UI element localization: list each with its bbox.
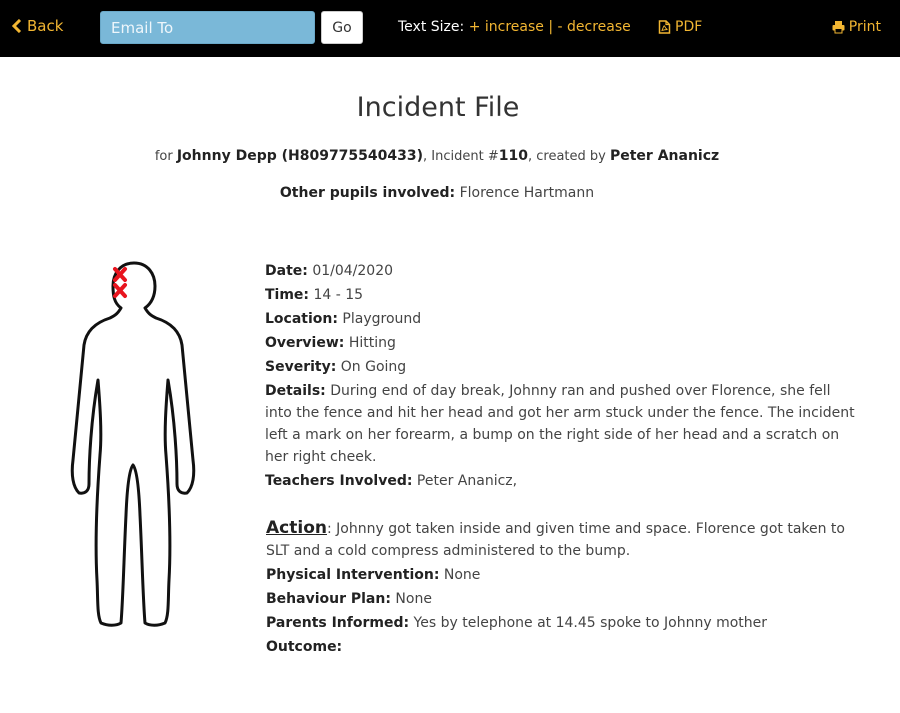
back-button[interactable]: [12, 17, 63, 35]
print-label: Print: [848, 19, 881, 35]
location-label: Location:: [265, 311, 338, 327]
outcome-row: [266, 636, 856, 658]
text-size-label: Text Size:: [398, 19, 465, 35]
action-section: [266, 517, 856, 660]
created-by-prefix: , created by: [527, 149, 606, 164]
teachers-row: [265, 470, 860, 492]
incident-prefix: , Incident #: [423, 149, 499, 164]
outcome-label: Outcome:: [266, 639, 343, 655]
chevron-left-icon: [12, 19, 22, 33]
other-pupils: [0, 185, 874, 201]
date-value: 01/04/2020: [312, 263, 394, 279]
parents-informed-row: [266, 612, 856, 634]
time-value: 14 - 15: [313, 287, 364, 303]
details-row: [265, 380, 860, 468]
severity-row: [265, 356, 860, 378]
text-size-separator: |: [548, 19, 554, 35]
print-button[interactable]: [832, 19, 881, 35]
time-label: Time:: [265, 287, 310, 303]
body-map-figure: [58, 255, 218, 635]
pdf-button[interactable]: [658, 19, 702, 35]
parents-informed-label: Parents Informed:: [266, 615, 410, 631]
overview-value: Hitting: [348, 335, 396, 351]
incident-details: [265, 260, 860, 494]
physical-intervention-label: Physical Intervention:: [266, 567, 440, 583]
teachers-value: Peter Ananicz,: [416, 473, 518, 489]
details-label: Details:: [265, 383, 326, 399]
parents-informed-value: Yes by telephone at 14.45 spoke to Johnny mother: [413, 615, 768, 631]
email-to-input[interactable]: [100, 11, 315, 44]
increase-text-link[interactable]: + increase: [468, 19, 544, 35]
action-label: Action: [266, 518, 327, 538]
for-prefix: for: [154, 149, 173, 164]
behaviour-plan-row: [266, 588, 856, 610]
printer-icon: [832, 20, 845, 34]
top-toolbar: [0, 0, 900, 57]
body-outline: [72, 263, 194, 625]
other-pupils-value: Florence Hartmann: [459, 185, 595, 201]
page-title: Incident File: [356, 92, 520, 123]
teachers-label: Teachers Involved:: [265, 473, 413, 489]
other-pupils-label: Other pupils involved:: [279, 185, 456, 201]
injury-marker-cheek: [115, 285, 125, 296]
pdf-label: PDF: [675, 19, 703, 35]
physical-intervention-row: [266, 564, 856, 586]
action-row: [266, 517, 856, 562]
behaviour-plan-value: None: [395, 591, 432, 607]
decrease-text-link[interactable]: - decrease: [557, 19, 631, 35]
physical-intervention-value: None: [443, 567, 481, 583]
location-value: Playground: [342, 311, 422, 327]
time-row: [265, 284, 860, 306]
incident-number: 110: [498, 148, 528, 164]
date-row: [265, 260, 860, 282]
incident-subtitle: [0, 148, 874, 164]
pupil-name: Johnny Depp (H809775540433): [176, 148, 424, 164]
behaviour-plan-label: Behaviour Plan:: [266, 591, 391, 607]
date-label: Date:: [265, 263, 308, 279]
severity-label: Severity:: [265, 359, 337, 375]
location-row: [265, 308, 860, 330]
severity-value: On Going: [340, 359, 407, 375]
overview-row: [265, 332, 860, 354]
file-pdf-icon: [658, 20, 671, 34]
go-button[interactable]: Go: [321, 11, 363, 44]
created-by-name: Peter Ananicz: [609, 148, 720, 164]
back-label: Back: [27, 17, 64, 35]
overview-label: Overview:: [265, 335, 345, 351]
text-size-controls: [398, 19, 631, 35]
details-value: During end of day break, Johnny ran and pushed over Florence, she fell into the fence and hit her head and got her arm stuck under the fence. The incident left a mark on her forearm, a bump on the right side of her head and a scratch on her right cheek.: [265, 383, 855, 465]
action-value: : Johnny got taken inside and given time and space. Florence got taken to SLT and a cold compress administered to the bump.: [266, 521, 845, 559]
